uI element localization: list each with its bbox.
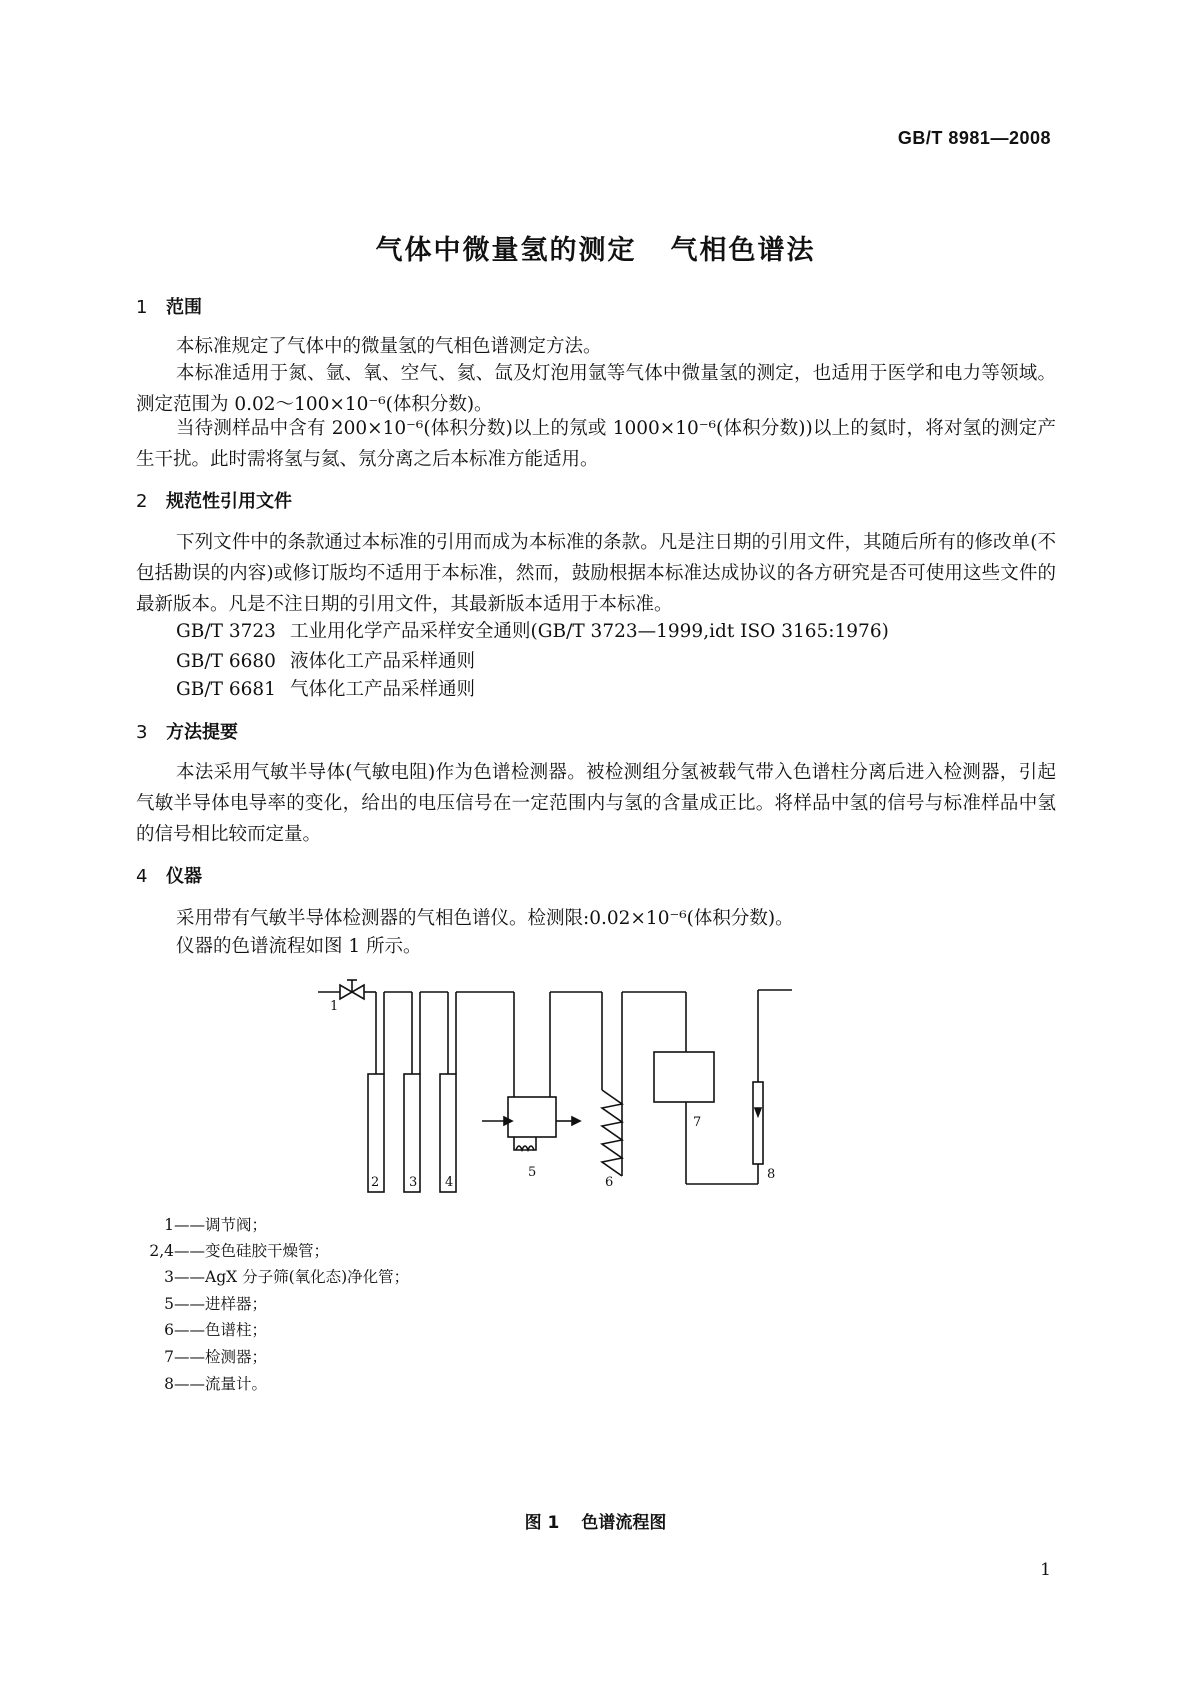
legend-item: 5——进样器； [164, 1295, 268, 1313]
flowmeter-8 [753, 1082, 763, 1164]
label-2: 2 [371, 1175, 380, 1190]
flowmeter-float [755, 1108, 761, 1116]
valve-right [352, 985, 364, 999]
section-2-para-1: 下列文件中的条款通过本标准的引用而成为本标准的条款。凡是注日期的引用文件，其随后所有的修改单(不包括勘误的内容)或修订版均不适用于本标准，然而，鼓励根据本标准达成协议的各方研究是否可使用这些文件的最新版本。凡是不注日期的引用文件，其最新版本适用于本标准。 [136, 532, 1056, 615]
reference-item: GB/T 6681 气体化工产品采样通则 [176, 679, 476, 700]
section-1-para-1: 本标准规定了气体中的微量氢的气相色谱测定方法。 [176, 336, 602, 357]
label-6: 6 [605, 1175, 614, 1190]
section-4-para-1: 采用带有气敏半导体检测器的气相色谱仪。检测限:0.02×10⁻⁶(体积分数)。 [176, 908, 794, 929]
label-1: 1 [330, 999, 339, 1014]
title-part2: 气相色谱法 [670, 235, 816, 266]
legend-item: 2,4——变色硅胶干燥管； [149, 1242, 330, 1260]
section-3-heading: 3 方法提要 [136, 722, 238, 743]
figure-caption: 图 1 色谱流程图 [524, 1513, 667, 1533]
label-8: 8 [767, 1167, 776, 1182]
section-2-heading: 2 规范性引用文件 [136, 491, 292, 512]
section-4-para-2: 仪器的色谱流程如图 1 所示。 [176, 936, 422, 957]
section-4-heading: 4 仪器 [136, 866, 202, 887]
legend-item: 7——检测器； [164, 1348, 268, 1366]
reference-item: GB/T 3723 工业用化学产品采样安全通则(GB/T 3723—1999,idt ISO 3165:1976) [176, 621, 889, 642]
page-number: 1 [1040, 1560, 1051, 1580]
label-5: 5 [528, 1165, 537, 1180]
label-7: 7 [693, 1115, 702, 1130]
section-1-para-3: 当待测样品中含有 200×10⁻⁶(体积分数)以上的氖或 1000×10⁻⁶(体积分数))以上的氦时，将对氢的测定产生干扰。此时需将氢与氦、氖分离之后本标准方能适用。 [136, 418, 1056, 470]
valve-left [340, 985, 352, 999]
section-3-para-1: 本法采用气敏半导体(气敏电阻)作为色谱检测器。被检测组分氢被载气带入色谱柱分离后进入检测器，引起气敏半导体电导率的变化，给出的电压信号在一定范围内与氢的含量成正比。将样品中氢的信号与标准样品中氢的信号相比较而定量。 [136, 762, 1056, 845]
detector-7 [654, 1052, 714, 1102]
label-3: 3 [409, 1175, 418, 1190]
section-1-heading: 1 范围 [136, 297, 202, 318]
section-1-para-2: 本标准适用于氮、氩、氧、空气、氦、氙及灯泡用氩等气体中微量氢的测定，也适用于医学和电力等领域。测定范围为 0.02～100×10⁻⁶(体积分数)。 [136, 363, 1056, 415]
title-part1: 气体中微量氢的测定 [375, 235, 637, 266]
label-4: 4 [445, 1175, 454, 1190]
standard-number: GB/T 8981—2008 [897, 128, 1051, 148]
legend-item: 8——流量计。 [164, 1375, 268, 1393]
legend-item: 3——AgX 分子筛(氧化态)净化管； [164, 1268, 410, 1286]
legend-item: 1——调节阀； [164, 1216, 268, 1234]
reference-item: GB/T 6680 液体化工产品采样通则 [176, 651, 476, 672]
legend-item: 6——色谱柱； [164, 1321, 268, 1339]
chromatographic-column-6 [602, 1090, 622, 1176]
injector-5 [508, 1097, 556, 1137]
